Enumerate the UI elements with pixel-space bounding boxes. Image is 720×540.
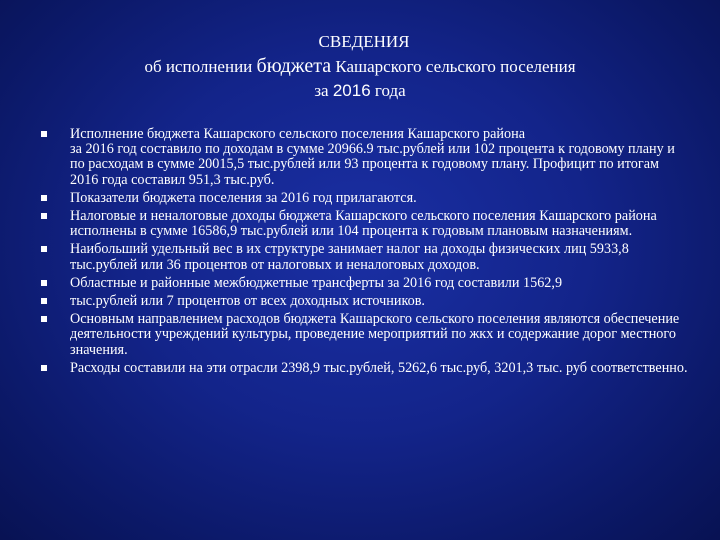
list-item — [40, 312, 690, 358]
bullet-list — [40, 127, 690, 379]
square-bullet-icon — [41, 195, 47, 201]
bullet-text: Налоговые и неналоговые доходы бюджета Кашарского сельского поселения Кашарского района исполнены в сумме 16586,9 тыс.рублей или 104 процента к годовым плановым назначениям. — [70, 208, 657, 240]
square-bullet-icon — [41, 213, 47, 219]
square-bullet-icon — [41, 246, 47, 252]
bullet-text: тыс.рублей или 7 процентов от всех доходных источников. — [70, 293, 425, 310]
list-item — [40, 127, 690, 188]
title-year-prefix: за — [314, 81, 333, 100]
list-item — [40, 276, 690, 291]
square-bullet-icon — [41, 316, 47, 322]
list-item — [40, 242, 690, 272]
title-year-suffix: года — [370, 81, 406, 100]
bullet-text: Наибольший удельный вес в их структуре занимает налог на доходы физических лиц 5933,8 тыс.рублей или 36 процентов от налоговых и неналоговых доходов. — [70, 241, 629, 273]
title-year-line — [40, 79, 680, 103]
title-prefix: об исполнении — [144, 57, 257, 76]
slide-title — [40, 30, 680, 103]
list-item — [40, 191, 690, 206]
square-bullet-icon — [41, 131, 47, 137]
bullet-text: Исполнение бюджета Кашарского сельского поселения Кашарского района за 2016 год составило по доходам в сумме 20966.9 тыс.рублей или 102 процента к годовому плану и по расходам в сумме 20015,5 тыс.рублей или 93 процента к годовому плану. Профицит по итогам 2016 года составил 951,3 тыс.руб. — [70, 126, 675, 188]
bullet-text: Показатели бюджета поселения за 2016 год прилагаются. — [70, 189, 417, 206]
title-heading: СВЕДЕНИЯ — [318, 32, 410, 51]
title-suffix: Кашарского сельского поселения — [331, 57, 576, 76]
list-item — [40, 209, 690, 239]
bullet-text: Областные и районные межбюджетные трансферты за 2016 год составили 1562,9 — [70, 274, 563, 291]
bullet-text: Расходы составили на эти отрасли 2398,9 тыс.рублей, 5262,6 тыс.руб, 3201,3 тыс. руб соответственно. — [70, 359, 688, 376]
list-item — [40, 294, 690, 309]
square-bullet-icon — [41, 280, 47, 286]
title-budget-word: бюджета — [256, 55, 332, 77]
square-bullet-icon — [41, 298, 47, 304]
square-bullet-icon — [41, 365, 47, 371]
title-subheading — [40, 54, 680, 79]
bullet-text: Основным направлением расходов бюджета Кашарского сельского поселения являются обеспечение деятельности учреждений культуры, проведение мероприятий по жкх и содержание дорог местного значения. — [70, 311, 680, 358]
title-year: 2016 — [332, 81, 371, 100]
list-item — [40, 361, 690, 376]
